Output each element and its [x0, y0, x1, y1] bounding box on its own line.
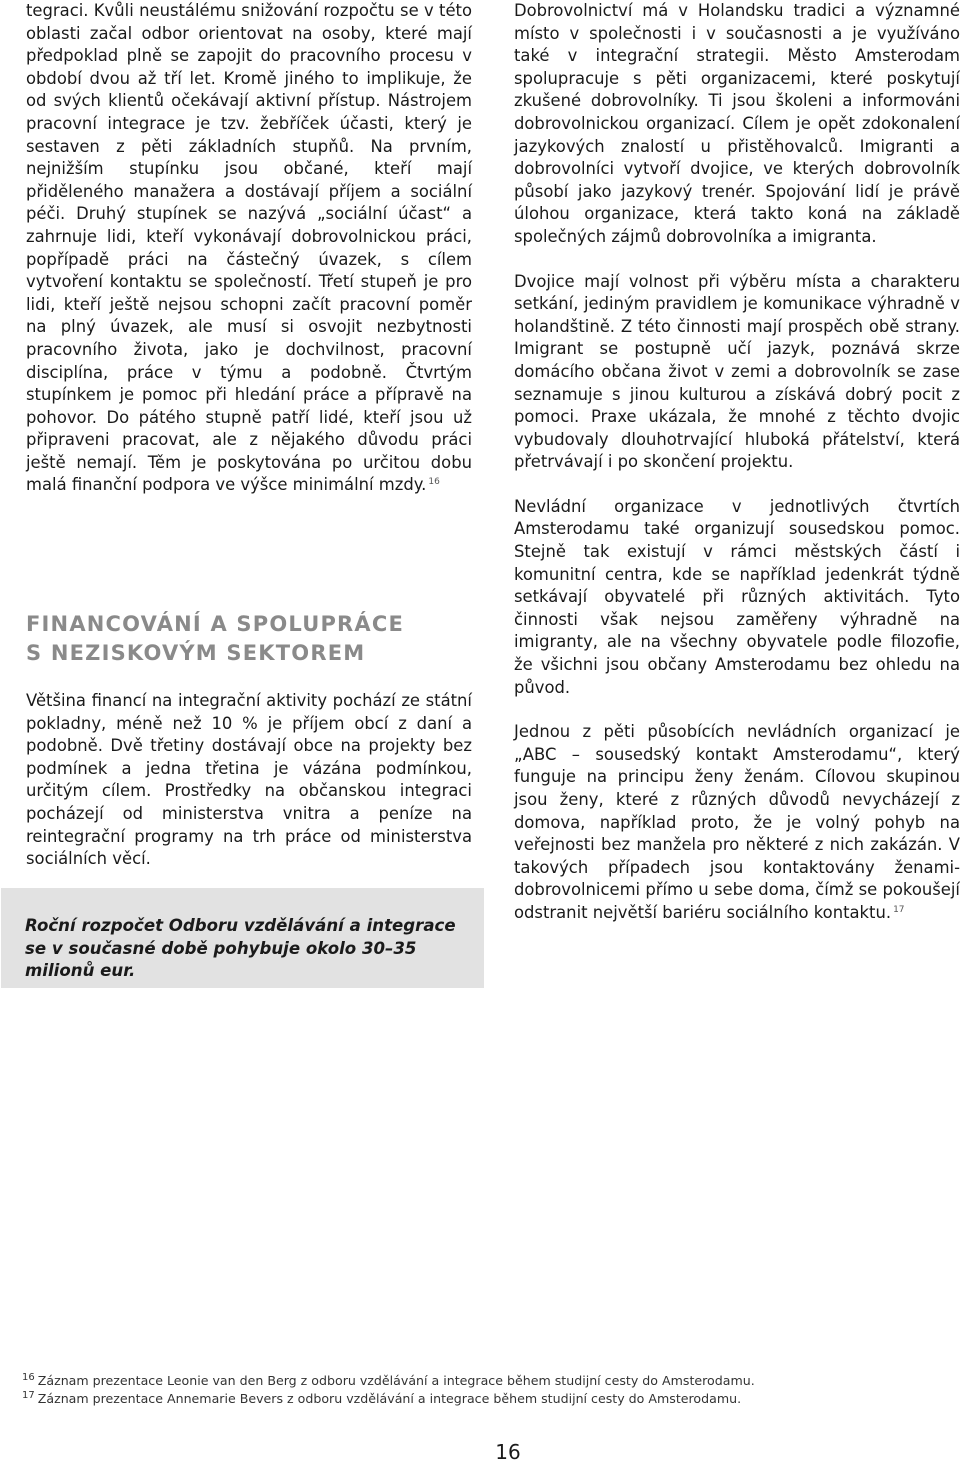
callout-box — [1, 888, 484, 988]
section-heading-line-1: FINANCOVÁNÍ A SPOLUPRÁCE — [26, 612, 405, 636]
body-paragraph: Nevládní organizace v jednotlivých čtvrtích Amsterodamu také organizují sousedskou pomoc. Stejně tak existují v rámci městských částí i komunitní centra, kde se například jedenkrát týdně setkávají obyvatelé při různých aktivitách. Tyto činnosti však nejsou zaměřeny výhradně na imigranty, ale na všechny obyvatele podle filozofie, že všichni jsou občany Amsterodamu bez ohledu na původ. — [514, 496, 960, 697]
paragraph-text: Jednou z pěti působících nevládních organizací je „ABC – sousedský kontakt Amsterodamu“, který funguje na principu ženy ženám. Cílovou skupinou jsou ženy, které z různých důvodů nevycházejí z domova, například proto, že je volný pohyb na veřejnosti bez manžela pro některé z nich zakázán. V takových případech jsou kontaktovány ženami-dobrovolnicemi přímo u sebe doma, čímž se pokoušejí odstranit největší bariéru sociálního kontaktu. — [514, 722, 960, 922]
left-column — [26, 0, 472, 497]
footnote-text: Záznam prezentace Leonie van den Berg z odboru vzdělávání a integrace během studijní cesty do Amsterodamu. — [37, 1373, 755, 1388]
footnote-number: 17 — [22, 1389, 35, 1401]
footnote-number: 16 — [22, 1371, 35, 1383]
body-paragraph: Dobrovolnictví má v Holandsku tradici a významné místo v společnosti i v současnosti a je využíváno také v integrační strategii. Město Amsterodam spolupracuje s pěti organizacemi, které poskytují zkušené dobrovolníky. Ti jsou školeni a informováni dobrovolnickou organizací. Cílem je opět zdokonalení jazykových znalostí u přistěhovalců. Imigranti a dobrovolníci vytvoří dvojice, ve kterých dobrovolník působí jako jazykový trenér. Spojování lidí je právě úlohou organizace, která takto koná na základě společných zájmů dobrovolníka a imigranta. — [514, 1, 960, 246]
body-paragraph: Dvojice mají volnost při výběru místa a charakteru setkání, jediným pravidlem je komunikace výhradně v holandštině. Z této činnosti mají prospěch obě strany. Imigrant se postupně učí jazyk, poznává skrze domácího občana život v zemi a dobrovolník se zase seznamuje s jinou kulturou a získává dobrý pocit z pomoci. Praxe ukázala, že mnohé z těchto dvojic vybudovaly dlouhotrvající hluboká přátelství, která přetrvávají i po skončení projektu. — [514, 271, 960, 472]
footnotes — [22, 1372, 952, 1408]
section-heading-line-2: S NEZISKOVÝM SEKTOREM — [26, 641, 366, 665]
footnote — [22, 1390, 952, 1408]
right-column — [514, 0, 960, 947]
body-paragraph — [26, 0, 472, 497]
footnote-reference: 17 — [893, 904, 905, 915]
footnote-reference: 16 — [428, 477, 440, 487]
footnote — [22, 1372, 952, 1390]
footnote-text: Záznam prezentace Annemarie Bevers z odboru vzdělávání a integrace během studijní cesty do Amsterodamu. — [37, 1391, 742, 1406]
callout-text: Roční rozpočet Odboru vzdělávání a integrace se v současné době pohybuje okolo 30–35 milionů eur. — [25, 916, 456, 981]
paragraph-text: tegraci. Kvůli neustálému snižování rozpočtu se v této oblasti začal odbor orientovat na osoby, které mají předpoklad plně se zapojit do pracovního procesu v období dvou až tří let. Kromě jiného to implikuje, že od svých klientů očekávají aktivní přístup. Nástrojem pracovní integrace je tzv. žebříček účasti, který je sestaven z pěti základních stupňů. Na prvním, nejnižším stupínku jsou občané, kteří mají přiděleného manažera a dostávají příjem a sociální péči. Druhý stupínek se nazývá „sociální účast“ a zahrnuje lidi, kteří vykonávají dobrovolnickou práci, popřípadě práci na částečný úvazek, s cílem vytvoření kontaktu se společností. Třetí stupeň je pro lidi, kteří ještě nejsou schopni začít pracovní poměr na plný úvazek, ale musí si osvojit nezbytnosti pracovního života, jako je dochvilnost, pracovní disciplína, práce v týmu a podobně. Čtvrtým stupínkem je pomoc při hledání práce a přípravě na pohovor. Do pátého stupně patří lidé, kteří jsou už připraveni pracovat, ale z nějakého důvodu práci ještě nemají. Těm je poskytována po určitou dobu malá finanční podpora ve výšce minimální mzdy. — [26, 1, 472, 495]
section-heading — [26, 610, 472, 668]
body-paragraph — [514, 721, 960, 924]
section-paragraph: Většina financí na integrační aktivity pochází ze státní pokladny, méně než 10 % je příjem obcí z daní a podobně. Dvě třetiny dostávají obce na projekty bez podmínek a jedna třetina je vázána podmínkou, určitým cílem. Prostředky na občanskou integraci pocházejí od ministerstva vnitra a peníze na reintegrační programy na trh práce od ministerstva sociálních věcí. — [26, 691, 472, 869]
page-number: 16 — [495, 1440, 521, 1464]
